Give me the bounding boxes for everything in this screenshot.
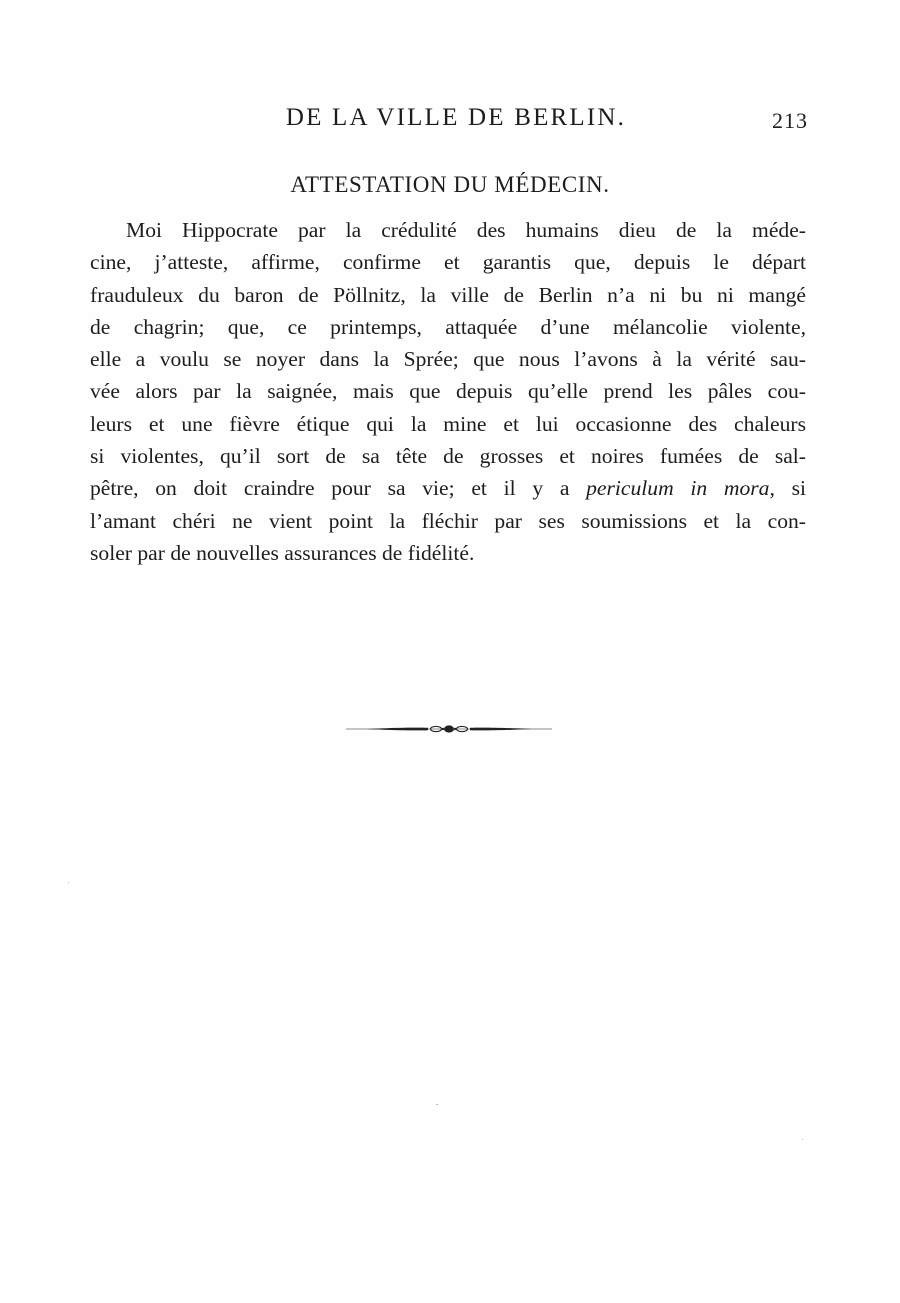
text-line: l’amant chéri ne vient point la fléchir par ses soumissions et la con- — [90, 508, 806, 533]
text-line: soler par de nouvelles assurances de fidélité. — [90, 540, 475, 565]
text-line: elle a voulu se noyer dans la Sprée; que nous l’avons à la vérité sau- — [90, 347, 806, 372]
latin-phrase: periculum in mora — [586, 476, 770, 501]
page-number: 213 — [772, 108, 808, 133]
text-line-part: , si — [769, 476, 806, 501]
text-line: leurs et une fièvre étique qui la mine et lui occasionne des chaleurs — [90, 411, 806, 436]
running-head — [0, 104, 900, 138]
text-line: de chagrin; que, ce printemps, attaquée d’une mélancolie violente, — [90, 314, 806, 339]
text-line-part: pêtre, on doit craindre pour sa vie; et il y a — [90, 476, 570, 501]
text-line: cine, j’atteste, affirme, confirme et garantis que, depuis le départ — [90, 250, 806, 275]
tailpiece-ornament-icon — [346, 720, 552, 738]
body-paragraph — [90, 214, 806, 569]
text-line: Moi Hippocrate par la crédulité des humains dieu de la méde- — [126, 218, 806, 242]
text-line: frauduleux du baron de Pöllnitz, la ville de Berlin n’a ni bu ni mangé — [90, 282, 806, 307]
paper-speck — [802, 1139, 803, 1140]
section-heading: ATTESTATION DU MÉDECIN. — [290, 172, 610, 197]
text-line-with-latin — [90, 472, 806, 504]
paper-speck — [436, 1104, 438, 1105]
paper-speck — [68, 882, 69, 883]
text-line: vée alors par la saignée, mais que depuis qu’elle prend les pâles cou- — [90, 379, 806, 404]
text-line: si violentes, qu’il sort de sa tête de grosses et noires fumées de sal- — [90, 444, 806, 469]
running-title: DE LA VILLE DE BERLIN. — [285, 104, 627, 131]
